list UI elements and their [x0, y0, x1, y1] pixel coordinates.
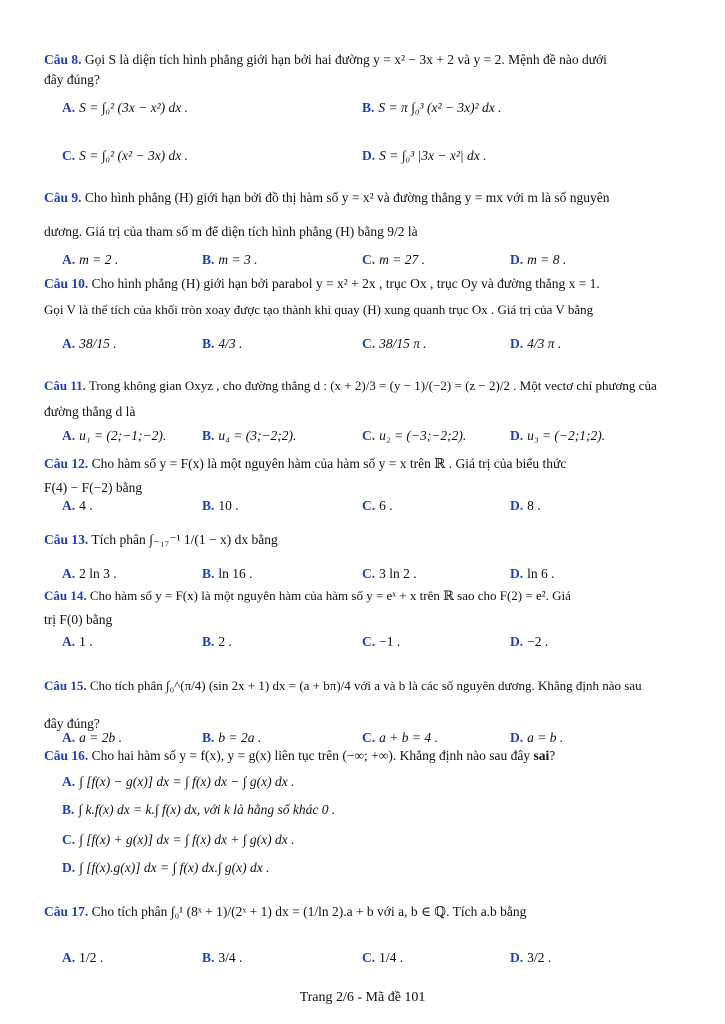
question-text: Gọi V là thể tích của khối tròn xoay được tạo thành khi quay (H) xung quanh trục Ox . Giá trị của V bằng — [44, 302, 594, 317]
option-c[interactable]: C. 1/4 . — [362, 950, 404, 965]
answer-row — [62, 148, 682, 168]
option-a[interactable]: A. 1/2 . — [62, 950, 104, 965]
question-text: Cho tích phân ∫₀¹ (8ˣ + 1)/(2ˣ + 1) dx = (1/ln 2).a + b với a, b ∈ ℚ. Tích a.b bằng — [91, 904, 527, 919]
answer-row — [62, 774, 682, 794]
question-text: Trong không gian Oxyz , cho đường thẳng d : (x + 2)/3 = (y − 1)/(−2) = (z − 2)/2 . Một vectơ chỉ phương của — [88, 378, 657, 393]
option-c[interactable]: C. 6 . — [362, 498, 393, 513]
option-a[interactable]: A. u₁ = (2;−1;−2). — [62, 428, 167, 443]
option-a[interactable]: A. ∫ [f(x) − g(x)] dx = ∫ f(x) dx − ∫ g(x) dx . — [62, 774, 295, 789]
option-b[interactable]: B. ∫ k.f(x) dx = k.∫ f(x) dx, với k là hằng số khác 0 . — [62, 802, 336, 817]
answer-row — [62, 860, 682, 880]
question-text: Cho tích phân ∫₀^(π/4) (sin 2x + 1) dx = (a + bπ)/4 với a và b là các số nguyên dương. Khẳng định nào sau — [89, 678, 642, 693]
option-d[interactable]: D. 8 . — [510, 498, 541, 513]
answer-row — [62, 100, 682, 120]
option-d[interactable]: D. 3/2 . — [510, 950, 552, 965]
question-text: dương. Giá trị của tham số m để diện tích hình phẳng (H) bằng 9/2 là — [44, 224, 418, 239]
answer-row — [62, 634, 682, 654]
question-11 — [44, 376, 684, 422]
question-number: Câu 15. — [44, 678, 87, 693]
option-c[interactable]: C. −1 . — [362, 634, 401, 649]
answer-row — [62, 566, 682, 586]
question-keyword: sai — [533, 748, 550, 763]
option-b[interactable]: B. b = 2a . — [202, 730, 262, 745]
option-d[interactable]: D. S = ∫₀³ |3x − x²| dx . — [362, 148, 487, 163]
question-text: đây đúng? — [44, 716, 100, 731]
question-16: Câu 16. Cho hai hàm số y = f(x), y = g(x) liên tục trên (−∞; +∞). Khẳng định nào sau đây sai? — [44, 748, 556, 763]
question-text: Gọi S là diện tích hình phẳng giới hạn bởi hai đường y = x² − 3x + 2 và y = 2. Mệnh đề nào dưới — [84, 52, 607, 67]
question-13 — [44, 530, 684, 550]
page-footer: Trang 2/6 - Mã đề 101 — [299, 990, 426, 1005]
question-8 — [44, 50, 684, 90]
option-b[interactable]: B. 3/4 . — [202, 950, 243, 965]
option-b[interactable]: B. 10 . — [202, 498, 239, 513]
question-number: Câu 14. — [44, 588, 87, 603]
question-number: Câu 9. — [44, 190, 82, 205]
option-b[interactable]: B. S = π ∫₀³ (x² − 3x)² dx . — [362, 100, 502, 115]
answer-row — [62, 802, 682, 822]
question-10 — [44, 274, 684, 320]
option-c[interactable]: C. 3 ln 2 . — [362, 566, 417, 581]
answer-row — [62, 428, 682, 448]
question-text: Tích phân ∫₋₁₇⁻¹ 1/(1 − x) dx bằng — [91, 532, 278, 547]
option-d[interactable]: D. m = 8 . — [510, 252, 567, 267]
option-c[interactable]: C. u₂ = (−3;−2;2). — [362, 428, 467, 443]
option-a[interactable]: A. S = ∫₀² (3x − x²) dx . — [62, 100, 189, 115]
question-text: đường thẳng d là — [44, 404, 136, 419]
question-number: Câu 8. — [44, 52, 82, 67]
option-d[interactable]: D. 4/3 π . — [510, 336, 562, 351]
option-c[interactable]: C. 38/15 π . — [362, 336, 427, 351]
question-text: Cho hình phẳng (H) giới hạn bởi parabol y = x² + 2x , trục Ox , trục Oy và đường thẳng x = 1. — [91, 276, 600, 291]
answer-row — [62, 252, 682, 272]
question-text: F(4) − F(−2) bằng — [44, 480, 143, 495]
option-a[interactable]: A. a = 2b . — [62, 730, 122, 745]
answer-row — [62, 950, 682, 970]
question-text: trị F(0) bằng — [44, 612, 113, 627]
question-number: Câu 16. — [44, 748, 89, 763]
option-c[interactable]: C. S = ∫₀² (x² − 3x) dx . — [62, 148, 189, 163]
answer-row — [62, 832, 682, 852]
question-text: Cho hình phẳng (H) giới hạn bởi đồ thị hàm số y = x² và đường thẳng y = mx với m là số nguyên — [84, 190, 610, 205]
question-number: Câu 10. — [44, 276, 89, 291]
question-15 — [44, 676, 684, 734]
option-a[interactable]: A. m = 2 . — [62, 252, 119, 267]
option-b[interactable]: B. 2 . — [202, 634, 232, 649]
question-12 — [44, 454, 684, 498]
option-b[interactable]: B. u₄ = (3;−2;2). — [202, 428, 297, 443]
option-c[interactable]: C. a + b = 4 . — [362, 730, 438, 745]
question-number: Câu 13. — [44, 532, 89, 547]
question-number: Câu 17. — [44, 904, 89, 919]
option-b[interactable]: B. 4/3 . — [202, 336, 243, 351]
question-text: đây đúng? — [44, 72, 100, 87]
option-b[interactable]: B. ln 16 . — [202, 566, 253, 581]
option-a[interactable]: A. 38/15 . — [62, 336, 117, 351]
question-text: Cho hai hàm số y = f(x), y = g(x) liên tục trên (−∞; +∞). Khẳng định nào sau đây — [91, 748, 531, 763]
option-d[interactable]: D. ln 6 . — [510, 566, 555, 581]
answer-row — [62, 336, 682, 356]
question-17 — [44, 902, 684, 922]
option-d[interactable]: D. −2 . — [510, 634, 549, 649]
answer-row — [62, 498, 682, 518]
option-c[interactable]: C. ∫ [f(x) + g(x)] dx = ∫ f(x) dx + ∫ g(x) dx . — [62, 832, 295, 847]
option-a[interactable]: A. 4 . — [62, 498, 93, 513]
question-number: Câu 11. — [44, 378, 86, 393]
question-number: Câu 12. — [44, 456, 89, 471]
option-c[interactable]: C. m = 27 . — [362, 252, 425, 267]
question-text: Cho hàm số y = F(x) là một nguyên hàm của hàm số y = x trên ℝ . Giá trị của biểu thức — [91, 456, 567, 471]
question-9 — [44, 188, 684, 242]
option-a[interactable]: A. 2 ln 3 . — [62, 566, 117, 581]
question-text: Cho hàm số y = F(x) là một nguyên hàm của hàm số y = eˣ + x trên ℝ sao cho F(2) = e². Giá — [89, 588, 571, 603]
option-d[interactable]: D. a = b . — [510, 730, 564, 745]
question-14 — [44, 586, 684, 630]
option-b[interactable]: B. m = 3 . — [202, 252, 258, 267]
option-d[interactable]: D. u₃ = (−2;1;2). — [510, 428, 606, 443]
option-a[interactable]: A. 1 . — [62, 634, 93, 649]
option-d[interactable]: D. ∫ [f(x).g(x)] dx = ∫ f(x) dx.∫ g(x) dx . — [62, 860, 270, 875]
